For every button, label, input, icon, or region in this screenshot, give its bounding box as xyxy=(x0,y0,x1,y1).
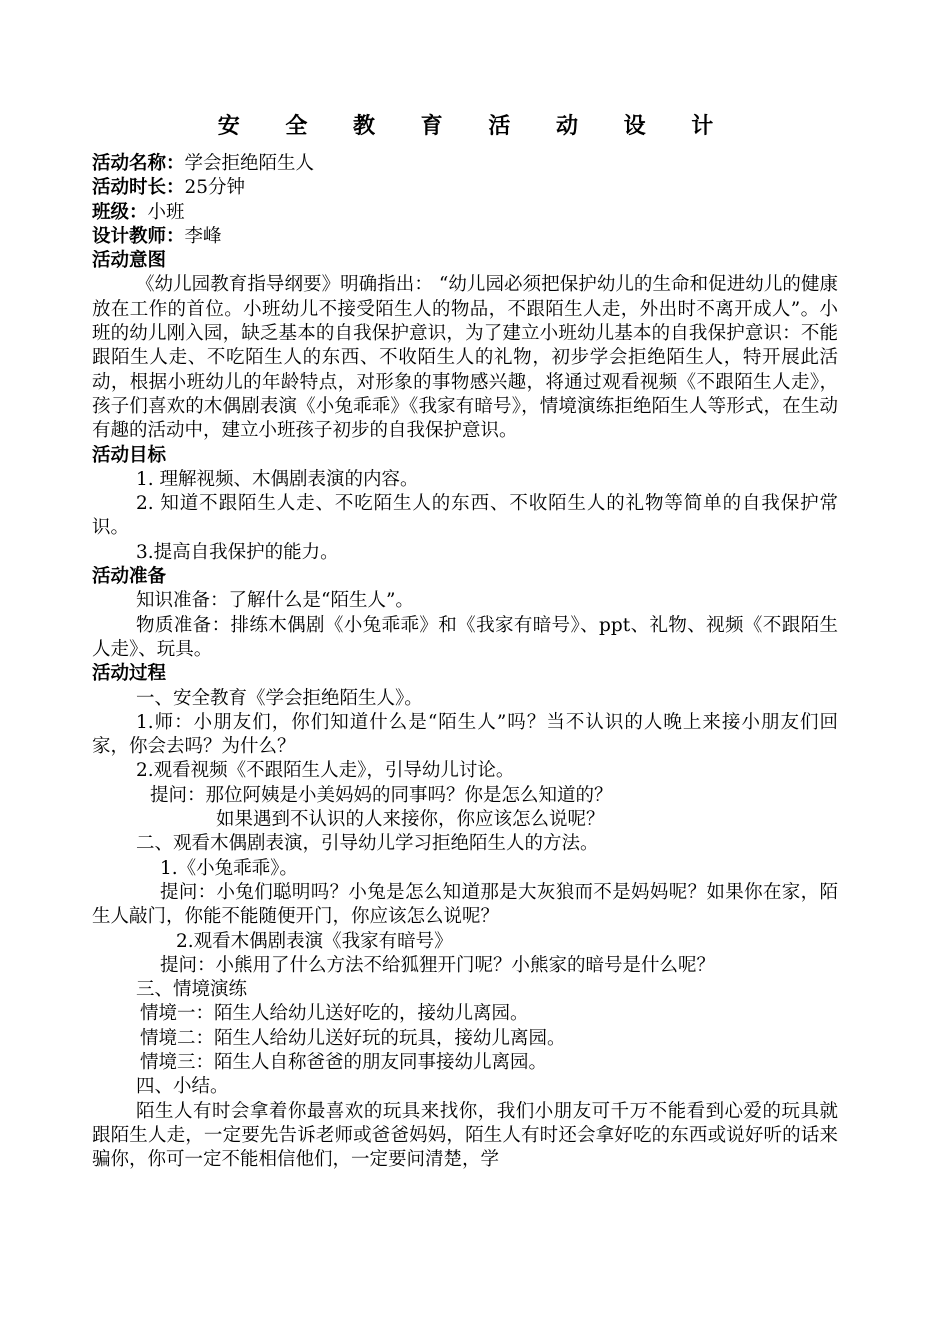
process-question-2-1: 提问：小兔们聪明吗？小兔是怎么知道那是大灰狼而不是妈妈呢？如果你在家，陌生人敲门，你能不能随便开门，你应该怎么说呢？ xyxy=(92,881,838,928)
scenario-1: 情境一：陌生人给幼儿送好吃的，接幼儿离园。 xyxy=(140,1003,529,1025)
process-heading: 活动过程 xyxy=(92,663,167,685)
document-title: 安 全 教 育 活 动 设 计 xyxy=(217,114,733,139)
goal-item-2: 2. 知道不跟陌生人走、不吃陌生人的东西、不收陌生人的礼物等简单的自我保护常识。 xyxy=(92,493,838,539)
summary-paragraph: 陌生人有时会拿着你最喜欢的玩具来找你，我们小朋友可千万不能看到心爱的玩具就跟陌生人走，一定要先告诉老师或爸爸妈妈，陌生人有时还会拿好吃的东西或说好听的话来骗你，你可一定不能相信他们，一定要问清楚，学 xyxy=(92,1100,838,1171)
goals-heading: 活动目标 xyxy=(92,444,167,466)
process-step-1-1: 1.师：小朋友们，你们知道什么是“陌生人”吗？当不认识的人晚上来接小朋友们回家，你会去吗？为什么？ xyxy=(92,711,838,758)
teacher-label: 设计教师： xyxy=(92,225,185,247)
process-part-2: 二、观看木偶剧表演，引导幼儿学习拒绝陌生人的方法。 xyxy=(136,833,599,855)
process-part-4: 四、小结。 xyxy=(136,1076,229,1098)
process-question-1-2: 如果遇到不认识的人来接你，你应该怎么说呢？ xyxy=(216,809,605,831)
process-step-2-1: 1.《小兔乖乖》。 xyxy=(160,857,298,879)
class-row xyxy=(92,201,838,225)
activity-name-label: 活动名称： xyxy=(92,153,185,174)
activity-duration-value: 25分钟 xyxy=(184,177,246,199)
process-part-1: 一、安全教育《学会拒绝陌生人》。 xyxy=(136,687,423,709)
scenario-3: 情境三：陌生人自称爸爸的朋友同事接幼儿离园。 xyxy=(140,1051,548,1073)
teacher-value: 李峰 xyxy=(184,225,222,247)
activity-duration-row xyxy=(92,176,838,200)
activity-name-row xyxy=(92,152,838,176)
process-step-2-2: 2.观看木偶剧表演《我家有暗号》 xyxy=(176,930,453,952)
process-question-2-2: 提问：小熊用了什么方法不给狐狸开门呢？小熊家的暗号是什么呢？ xyxy=(160,954,716,976)
activity-duration-label: 活动时长： xyxy=(92,177,185,199)
process-question-1-1: 提问：那位阿姨是小美妈妈的同事吗？你是怎么知道的？ xyxy=(150,784,613,806)
prep-material: 物质准备：排练木偶剧《小兔乖乖》和《我家有暗号》、ppt、礼物、视频《不跟陌生人走》、玩具。 xyxy=(92,614,838,660)
scenario-2: 情境二：陌生人给幼儿送好玩的玩具，接幼儿离园。 xyxy=(140,1027,566,1049)
intent-paragraph: 《幼儿园教育指导纲要》明确指出： “幼儿园必须把保护幼儿的生命和促进幼儿的健康放在工作的首位。小班幼儿不接受陌生人的物品，不跟陌生人走，外出时不离开成人”。小班的幼儿刚入园，缺乏基本的自我保护意识，为了建立小班幼儿基本的自我保护意识：不能跟陌生人走、不吃陌生人的东西、不收陌生人的礼物，初步学会拒绝陌生人，特开展此活动，根据小班幼儿的年龄特点，对形象的事物感兴趣，将通过观看视频《不跟陌生人走》，孩子们喜欢的木偶剧表演《小兔乖乖》《我家有暗号》，情境演练拒绝陌生人等形式，在生动有趣的活动中，建立小班孩子初步的自我保护意识。 xyxy=(92,274,838,442)
teacher-row xyxy=(92,225,838,249)
process-step-1-2: 2.观看视频《不跟陌生人走》，引导幼儿讨论。 xyxy=(136,760,515,782)
goal-item-3: 3.提高自我保护的能力。 xyxy=(136,541,339,563)
prep-heading: 活动准备 xyxy=(92,566,167,588)
goal-item-1: 1. 理解视频、木偶剧表演的内容。 xyxy=(136,468,419,490)
activity-name-value: 学会拒绝陌生人 xyxy=(184,153,315,174)
process-part-3: 三、情境演练 xyxy=(136,979,248,1001)
prep-knowledge: 知识准备：了解什么是“陌生人”。 xyxy=(136,590,414,612)
class-label: 班级： xyxy=(92,201,148,223)
intent-heading: 活动意图 xyxy=(92,250,167,272)
class-value: 小班 xyxy=(147,201,185,223)
